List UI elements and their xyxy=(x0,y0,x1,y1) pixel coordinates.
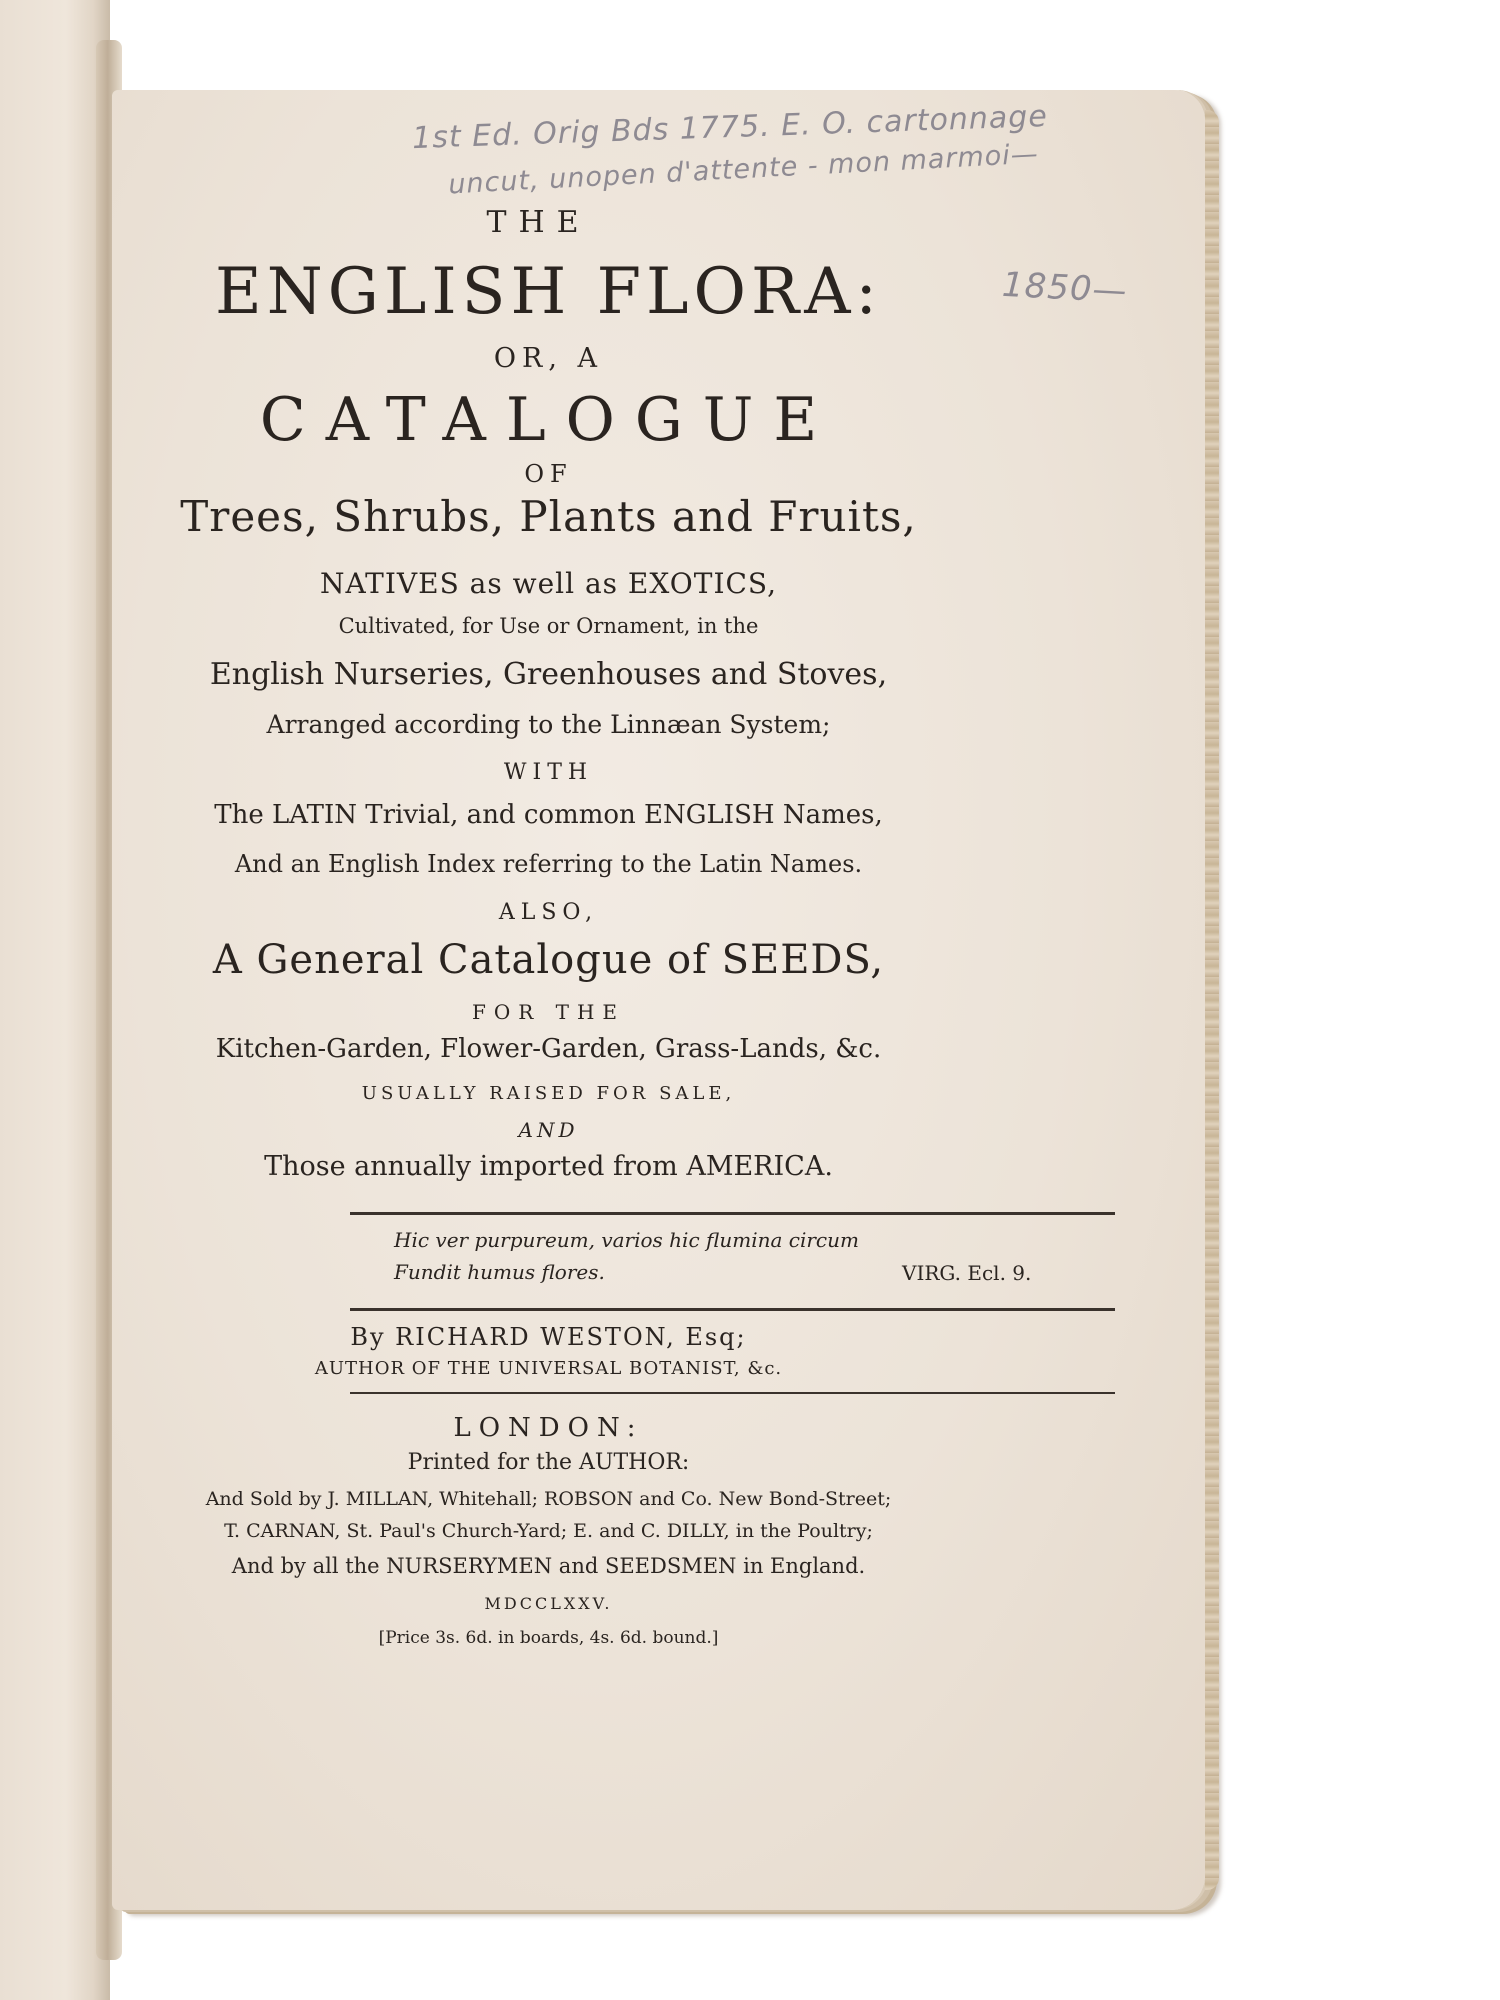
imprint-city: LONDON: xyxy=(453,1413,644,1443)
english-line: English Nurseries, Greenhouses and Stoves, xyxy=(209,657,888,692)
for-the-line: FOR THE xyxy=(471,1000,626,1024)
imprint-carnan: T. CARNAN, St. Paul's Church-Yard; E. and C. DILLY, in the Poultry; xyxy=(224,1520,873,1542)
main-title: ENGLISH FLORA: xyxy=(215,255,882,329)
title-page xyxy=(112,90,1205,1910)
divider-rule xyxy=(350,1212,1115,1215)
imprint-nurserymen: And by all the NURSERYMEN and SEEDSMEN in England. xyxy=(231,1554,866,1578)
imprint-year: MDCCLXXV. xyxy=(484,1594,613,1613)
imprint-sold-by: And Sold by J. MILLAN, Whitehall; ROBSON and Co. New Bond-Street; xyxy=(205,1488,892,1510)
natives-line: NATIVES as well as EXOTICS, xyxy=(319,567,778,600)
title-or-a: OR, A xyxy=(493,343,604,374)
imprint-price: [Price 3s. 6d. in boards, 4s. 6d. bound.] xyxy=(378,1628,719,1648)
title-page-text xyxy=(112,90,1205,1910)
general-line: A General Catalogue of SEEDS, xyxy=(212,937,885,983)
handwritten-note-2: uncut, unopen d'attente - mon marmoi— xyxy=(447,138,1040,201)
kitchen-line: Kitchen-Garden, Flower-Garden, Grass-Lands, &c. xyxy=(215,1034,882,1064)
arranged-line: Arranged according to the Linnæan System; xyxy=(266,710,831,739)
with-line: WITH xyxy=(503,760,594,785)
author-by-line: By RICHARD WESTON, Esq; xyxy=(350,1323,747,1351)
deckle-edge xyxy=(1205,110,1219,1890)
title-catalogue: CATALOGUE xyxy=(259,385,838,455)
imprint-printed-for: Printed for the AUTHOR: xyxy=(407,1450,690,1475)
author-of-line: AUTHOR OF THE UNIVERSAL BOTANIST, &c. xyxy=(314,1358,783,1379)
handwritten-note-1: 1st Ed. Orig Bds 1775. E. O. cartonnage xyxy=(411,98,1049,157)
motto-reference: VIRG. Ecl. 9. xyxy=(902,1261,1032,1285)
motto-line-1: Hic ver purpureum, varios hic flumina circum xyxy=(394,1228,859,1252)
handwritten-note-3: 1850— xyxy=(1001,264,1129,312)
divider-rule xyxy=(350,1392,1115,1394)
index-line: And an English Index referring to the Latin Names. xyxy=(234,850,863,878)
title-the: THE xyxy=(486,205,591,240)
trees-line: Trees, Shrubs, Plants and Fruits, xyxy=(180,492,917,541)
those-line: Those annually imported from AMERICA. xyxy=(264,1151,833,1182)
motto-line-2: Fundit humus flores. xyxy=(394,1260,605,1284)
latin-line: The LATIN Trivial, and common ENGLISH Names, xyxy=(214,800,883,830)
cultivated-line: Cultivated, for Use or Ornament, in the xyxy=(338,614,759,638)
and-line: AND xyxy=(518,1118,579,1142)
usually-line: USUALLY RAISED FOR SALE, xyxy=(361,1083,736,1104)
title-of: OF xyxy=(524,460,573,488)
also-line: ALSO, xyxy=(498,900,599,925)
divider-rule xyxy=(350,1308,1115,1311)
